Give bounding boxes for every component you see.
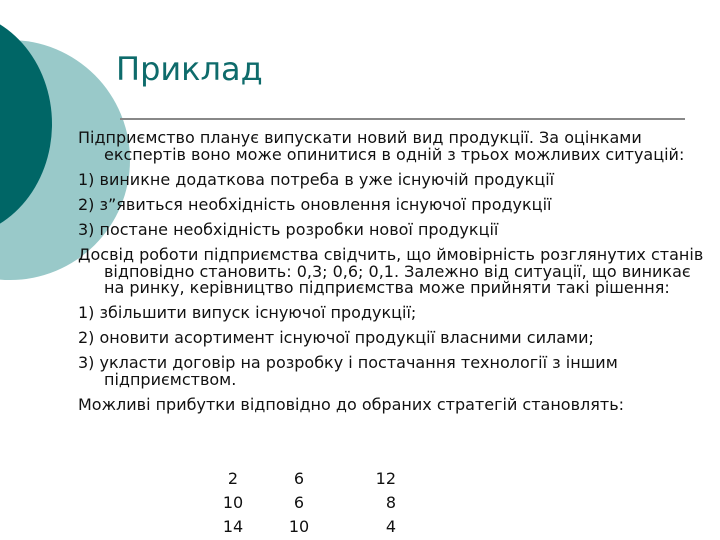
slide-body [78, 130, 710, 414]
paragraph-profits: Можливі прибутки відповідно до обраних стратегій становлять: [78, 395, 625, 415]
matrix-cell: 10 [288, 516, 310, 536]
matrix-row [200, 490, 402, 514]
title-divider [120, 118, 685, 120]
decision-3: 3) укласти договір на розробку і постачання технології з іншим підприємством. [78, 353, 618, 390]
matrix-cell: 2 [227, 468, 239, 488]
matrix-cell: 12 [375, 468, 396, 488]
matrix-cell: 6 [293, 492, 305, 512]
matrix-cell: 4 [385, 516, 396, 536]
matrix-cell: 14 [222, 516, 244, 536]
paragraph-probabilities: Досвід роботи підприємства свідчить, що ймовірність розглянутих станів відповідно становить: 0,3; 0,6; 0,1. Залежно від ситуації, що виникає на ринку, керівництво підприємства може прийняти такі рішення: [78, 244, 704, 298]
decision-1: 1) збільшити випуск існуючої продукції; [78, 303, 417, 323]
paragraph-intro: Підприємство планує випускати новий вид продукції. За оцінками експертів воно може опинитися в одній з трьох можливих ситуацій: [78, 128, 685, 164]
matrix-row [200, 466, 402, 490]
matrix-row [200, 514, 402, 538]
profit-matrix [200, 466, 402, 538]
matrix-cell: 6 [293, 468, 305, 488]
situation-2: 2) з”явиться необхідність оновлення існуючої продукції [78, 194, 552, 214]
matrix-cell: 10 [222, 492, 244, 512]
situation-1: 1) виникне додаткова потреба в уже існуючій продукції [78, 169, 555, 189]
slide-title: Приклад [116, 50, 263, 88]
situation-3: 3) постане необхідність розробки нової продукції [78, 219, 499, 239]
decision-2: 2) оновити асортимент існуючої продукції власними силами; [78, 328, 594, 348]
matrix-cell: 8 [385, 492, 396, 512]
